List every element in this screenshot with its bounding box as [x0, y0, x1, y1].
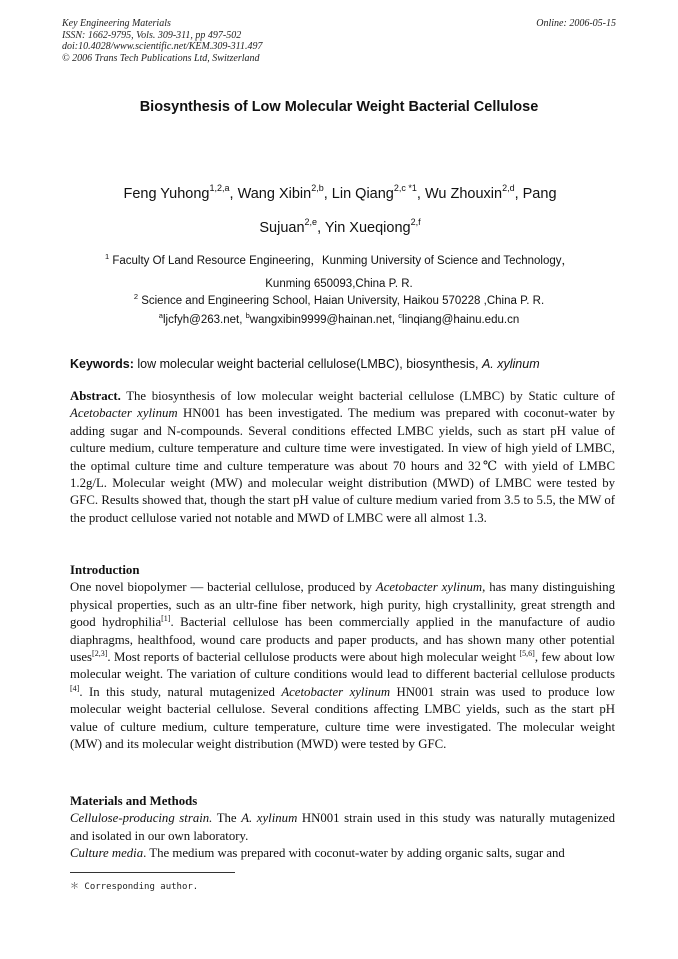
- author: Wu Zhouxin$^{2,d}$,: [424, 183, 523, 202]
- author-emails: $^a$ljcfyh@263.net, $^b$wangxibin9999@hainan.net, $^c$linqiang@hainu.edu.cn: [158, 311, 520, 326]
- online-date: Online: 2006-05-15: [536, 18, 616, 29]
- footnote: ＊ Corresponding author.: [70, 882, 199, 892]
- affiliation-2: $^2$ Science and Engineering School, Haian University, Haikou 570228 ,China P. R.: [133, 292, 545, 307]
- email-link[interactable]: wangxibin9999@hainan.net,: [249, 314, 399, 326]
- introduction-section: Introduction One novel biopolymer — bacterial cellulose, produced by Acetobacter xylinum, has many distinguishing physical properties, such as an ultr-fine fiber network, high purity, high crystallinity, great strength and good hydrophilia[1]. Bacterial cellulose has been commercially applied in the manufacture of audio diaphragms, healthfood, wound care products and paper products, and has shown many other potential uses[2,3]. Most reports of bacterial cellulose products were about high molecular weight [5,6], few about low molecular weight. The variation of culture conditions would lead to different bacterial cellulose products [4]. In this study, natural mutagenized Acetobacter xylinum HN001 strain was used to produce low molecular weight bacterial cellulose. Several conditions affecting LMBC yields, such as the start pH value of culture medium, culture temperature, culture time were investigated. The molecular weight (MW) and its molecular weight distribution (MWD) were tested by GFC.: [70, 563, 616, 752]
- section-heading: Materials and Methods: [70, 794, 198, 808]
- author-list: [96, 177, 584, 245]
- methods-section: Materials and Methods Cellulose-producing strain. The A. xylinum HN001 strain used in this study was naturally mutagenized and isolated in our own laboratory. Culture media. The medium was prepared with coconut-water by adding organic salts, sugar and: [70, 794, 616, 861]
- author: Lin Qiang$^{2,c *1}$,: [331, 183, 425, 202]
- paper-title: Biosynthesis of Low Molecular Weight Bacterial Cellulose: [139, 99, 539, 115]
- keywords: Keywords: low molecular weight bacterial cellulose(LMBC), biosynthesis, A. xylinum: [70, 357, 540, 371]
- footnote-rule: [70, 872, 235, 873]
- issn-line: ISSN: 1662-9795, Vols. 309-311, pp 497-502: [62, 29, 242, 41]
- journal-name: Key Engineering Materials: [62, 18, 171, 29]
- author: Yin Xueqiong$^{2,f}$: [324, 217, 421, 236]
- affiliation-1-line1: $^1$ Faculty Of Land Resource Engineering，Kunming University of Science and Technology，: [104, 252, 574, 267]
- copyright-line: © 2006 Trans Tech Publications Ltd, Switzerland: [62, 52, 260, 64]
- section-heading: Introduction: [70, 563, 140, 577]
- email-link[interactable]: linqiang@hainu.edu.cn: [402, 314, 520, 326]
- author: Feng Yuhong$^{1,2,a}$,: [123, 183, 238, 202]
- journal-header: [62, 18, 616, 64]
- email-link[interactable]: ljcfyh@263.net,: [162, 314, 246, 326]
- affiliation-1-line2: Kunming 650093,China P. R.: [265, 278, 413, 290]
- abstract-paragraph: Abstract. The biosynthesis of low molecular weight bacterial cellulose (LMBC) by Static culture of Acetobacter xylinum HN001 has been investigated. The medium was prepared with coconut-water by adding sugar and N-compounds. Several conditions effected LMBC yields, such as start pH value of culture medium, culture temperature and culture time were investigated. In view of high yield of LMBC, the optimal culture time and culture temperature was about 70 hours and 32℃ with yield of LMBC 1.2g/L. Molecular weight (MW) and molecular weight distribution (MWD) of LMBC were tested by GFC. Results showed that, though the start pH value of culture medium varied from 3.5 to 5.5, the MW of the product cellulose varied not notable and MWD of LMBC were all almost 1.3.: [70, 389, 616, 525]
- author: Wang Xibin$^{2,b}$,: [237, 183, 332, 202]
- author: Pang Sujuan$^{2,e}$,: [259, 186, 557, 236]
- doi-link[interactable]: doi:10.4028/www.scientific.net/KEM.309-311.497: [62, 41, 263, 52]
